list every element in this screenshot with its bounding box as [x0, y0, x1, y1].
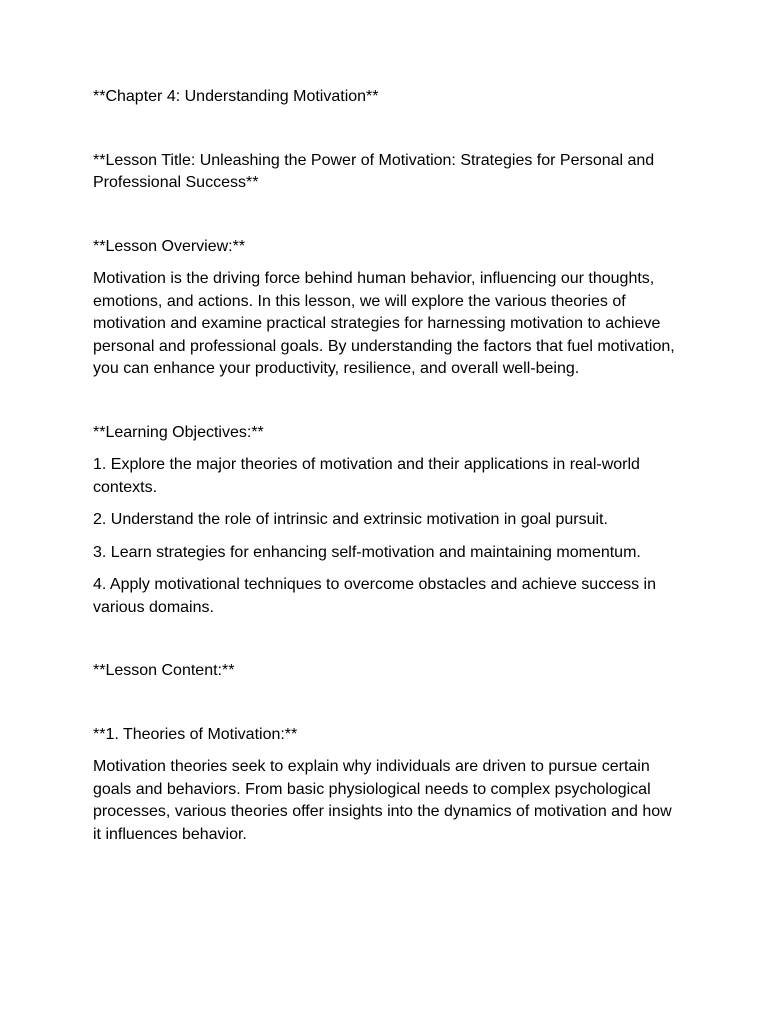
objective-item-3: 3. Learn strategies for enhancing self-motivation and maintaining momentum.	[93, 543, 641, 561]
lesson-title: **Lesson Title: Unleashing the Power of Motivation: Strategies for Personal and Professional Success**	[93, 151, 655, 191]
section-1-heading: **1. Theories of Motivation:**	[93, 725, 298, 743]
document-page	[93, 86, 683, 846]
section-1-paragraph: Motivation theories seek to explain why individuals are driven to pursue certain goals and behaviors. From basic physiological needs to complex psychological processes, various theories offer insights into the dynamics of motivation and how it influences behavior.	[93, 758, 672, 843]
objective-item-4: 4. Apply motivational techniques to overcome obstacles and achieve success in various domains.	[93, 576, 656, 616]
objectives-heading: **Learning Objectives:**	[93, 423, 264, 441]
overview-heading: **Lesson Overview:**	[93, 237, 246, 255]
objective-item-2: 2. Understand the role of intrinsic and extrinsic motivation in goal pursuit.	[93, 511, 608, 528]
chapter-heading: **Chapter 4: Understanding Motivation**	[93, 88, 379, 105]
objective-item-1: 1. Explore the major theories of motivation and their applications in real-world contexts.	[93, 456, 640, 496]
overview-paragraph: Motivation is the driving force behind human behavior, influencing our thoughts, emotions, and actions. In this lesson, we will explore the various theories of motivation and examine practical strategies for harnessing motivation to achieve personal and professional goals. By understanding the factors that fuel motivation, you can enhance your productivity, resilience, and overall well-being.	[93, 270, 675, 377]
content-heading: **Lesson Content:**	[93, 662, 235, 679]
